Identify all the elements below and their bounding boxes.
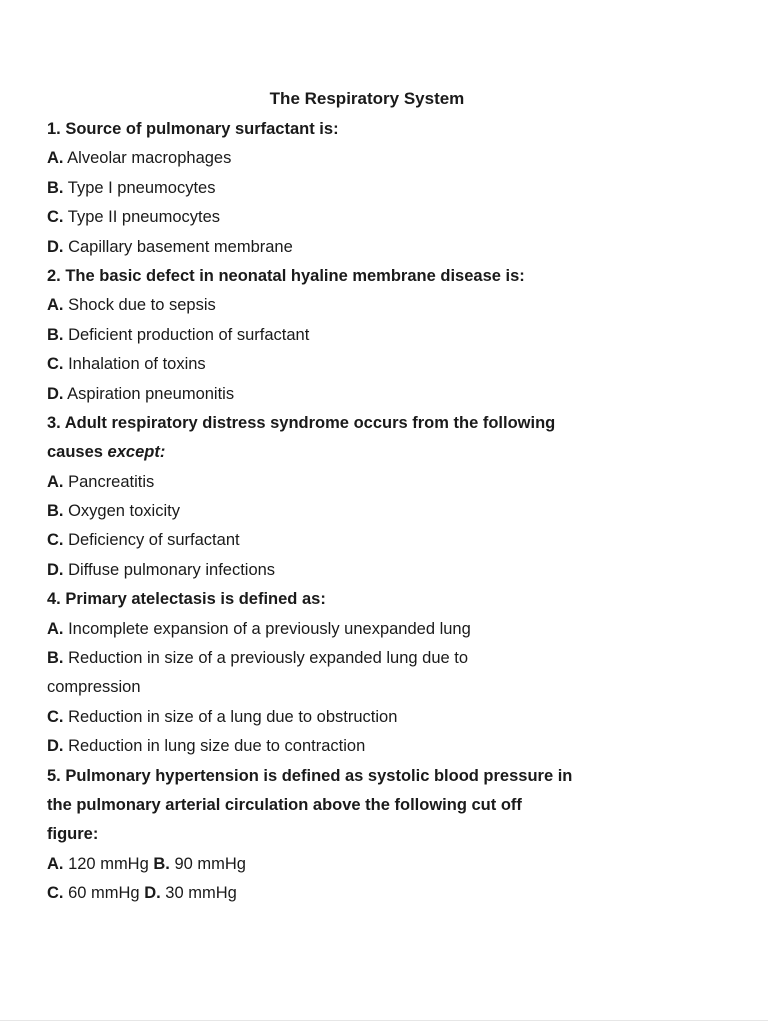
option-text: Type II pneumocytes xyxy=(63,208,221,227)
option-text: Deficient production of surfactant xyxy=(63,325,310,344)
option-letter: D. xyxy=(47,384,64,403)
option-text: Incomplete expansion of a previously unexpanded lung xyxy=(63,619,471,638)
q2-option-c xyxy=(47,350,737,379)
option-letter: D. xyxy=(47,237,64,256)
option-letter: D. xyxy=(47,737,64,756)
document-page xyxy=(47,86,737,909)
q1-option-b xyxy=(47,174,737,203)
q4-option-b-continuation: compression xyxy=(47,678,141,697)
q2-option-b xyxy=(47,321,737,350)
question-3-line-2 xyxy=(47,438,737,467)
option-letter: C. xyxy=(47,208,64,227)
option-text: Alveolar macrophages xyxy=(63,149,232,168)
q2-option-a xyxy=(47,291,737,320)
option-letter: D. xyxy=(144,884,161,903)
q3-option-d xyxy=(47,556,737,585)
q5-options-row-2 xyxy=(47,879,737,908)
q2-option-d xyxy=(47,380,737,409)
option-text: Oxygen toxicity xyxy=(63,502,180,521)
option-text: Deficiency of surfactant xyxy=(63,531,240,550)
option-text: Diffuse pulmonary infections xyxy=(63,560,276,579)
option-letter: C. xyxy=(47,355,64,374)
q3-option-b xyxy=(47,497,737,526)
page-bottom-edge xyxy=(0,1020,768,1021)
option-letter: D. xyxy=(47,560,64,579)
option-letter: C. xyxy=(47,531,64,550)
option-letter: C. xyxy=(47,707,64,726)
option-text: Reduction in lung size due to contraction xyxy=(63,737,366,756)
option-letter: B. xyxy=(47,649,64,668)
option-letter: B. xyxy=(47,325,64,344)
question-3-emphasis: except: xyxy=(107,443,166,462)
question-5-line-3: figure: xyxy=(47,825,99,844)
question-2: 2. The basic defect in neonatal hyaline membrane disease is: xyxy=(47,266,525,285)
option-letter: B. xyxy=(47,178,64,197)
q3-option-a xyxy=(47,468,737,497)
option-text: 60 mmHg xyxy=(63,884,145,903)
question-5-line-1: 5. Pulmonary hypertension is defined as systolic blood pressure in xyxy=(47,766,573,785)
option-letter: B. xyxy=(47,502,64,521)
option-text: Inhalation of toxins xyxy=(63,355,206,374)
q1-option-c xyxy=(47,203,737,232)
q1-option-a xyxy=(47,144,737,173)
q1-option-d xyxy=(47,233,737,262)
q4-option-c xyxy=(47,703,737,732)
page-title: The Respiratory System xyxy=(269,89,465,108)
question-5-line-2: the pulmonary arterial circulation above the following cut off xyxy=(47,795,522,814)
option-letter: A. xyxy=(47,854,64,873)
option-letter: A. xyxy=(47,619,64,638)
q4-option-d xyxy=(47,732,737,761)
option-letter: C. xyxy=(47,884,64,903)
option-text: Reduction in size of a previously expanded lung due to xyxy=(63,649,469,668)
option-letter: A. xyxy=(47,472,64,491)
option-letter: B. xyxy=(153,854,170,873)
option-text: Type I pneumocytes xyxy=(63,178,216,197)
question-3-line-1: 3. Adult respiratory distress syndrome occurs from the following xyxy=(47,413,556,432)
option-text: 30 mmHg xyxy=(160,884,237,903)
option-letter: A. xyxy=(47,149,64,168)
option-text: 120 mmHg xyxy=(63,854,154,873)
q3-option-c xyxy=(47,526,737,555)
option-text: 90 mmHg xyxy=(169,854,246,873)
q4-option-a xyxy=(47,615,737,644)
q4-option-b xyxy=(47,644,737,673)
question-3-text: causes xyxy=(47,443,108,462)
option-text: Capillary basement membrane xyxy=(63,237,293,256)
option-letter: A. xyxy=(47,296,64,315)
question-1: 1. Source of pulmonary surfactant is: xyxy=(47,120,339,138)
q5-options-row-1 xyxy=(47,850,737,879)
question-4: 4. Primary atelectasis is defined as: xyxy=(47,590,326,609)
option-text: Aspiration pneumonitis xyxy=(63,384,235,403)
option-text: Pancreatitis xyxy=(63,472,155,491)
option-text: Shock due to sepsis xyxy=(63,296,216,315)
option-text: Reduction in size of a lung due to obstruction xyxy=(63,707,398,726)
